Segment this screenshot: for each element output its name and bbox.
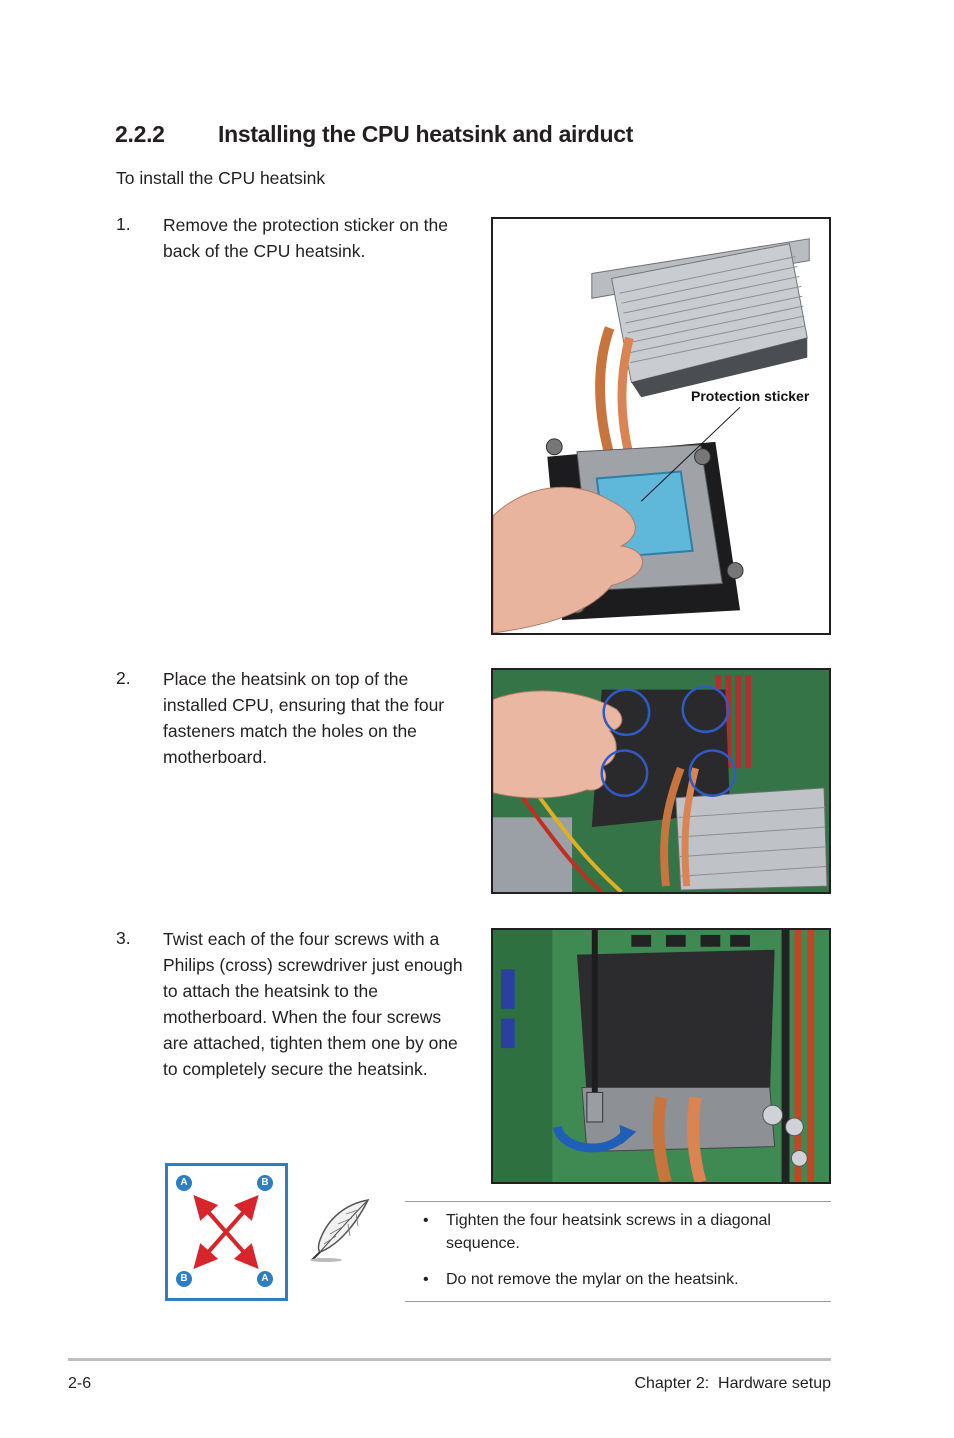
footer-rule <box>68 1358 831 1361</box>
place-heatsink-photo <box>491 668 831 894</box>
step-2-text: Place the heatsink on top of the installed CPU, ensuring that the four fasteners match the holes on the motherboard. <box>163 669 445 767</box>
step-2-number: 2. <box>116 668 131 688</box>
step-1-number: 1. <box>116 214 131 234</box>
note-feather-icon <box>306 1196 374 1264</box>
label-top-right: B <box>261 1177 269 1188</box>
note-text-2: Do not remove the mylar on the heatsink. <box>446 1271 739 1288</box>
note-text-1: Tighten the four heatsink screws in a diagonal sequence. <box>446 1212 771 1252</box>
step-3-number: 3. <box>116 928 131 948</box>
note-bullet-1: • <box>423 1212 429 1229</box>
tighten-screws-photo <box>491 928 831 1184</box>
tighten-screws-illustration <box>493 930 829 1182</box>
section-number: 2.2.2 <box>115 121 165 147</box>
protection-sticker-callout: Protection sticker <box>691 388 810 404</box>
label-bottom-left: B <box>180 1273 188 1284</box>
diagonal-sequence-diagram <box>165 1163 288 1301</box>
step-1-text: Remove the protection sticker on the back of the CPU heatsink. <box>163 215 449 261</box>
label-bottom-right: A <box>261 1273 269 1284</box>
heatsink-sticker-photo <box>491 217 831 635</box>
chapter-label: Chapter 2: Hardware setup <box>634 1375 831 1392</box>
step-3-text: Twist each of the four screws with a Philips (cross) screwdriver just enough to attach the heatsink to the motherboard. When the four screws are attached, tighten them one by one to completely secure the heatsink. <box>163 929 463 1079</box>
page-number: 2-6 <box>68 1375 92 1392</box>
note-bullet-2: • <box>423 1271 429 1288</box>
heatsink-sticker-illustration <box>493 219 829 633</box>
intro-text: To install the CPU heatsink <box>116 168 326 188</box>
section-title: Installing the CPU heatsink and airduct <box>218 121 634 147</box>
label-top-left: A <box>180 1177 188 1188</box>
place-heatsink-illustration <box>493 670 829 892</box>
note-box <box>405 1201 831 1302</box>
